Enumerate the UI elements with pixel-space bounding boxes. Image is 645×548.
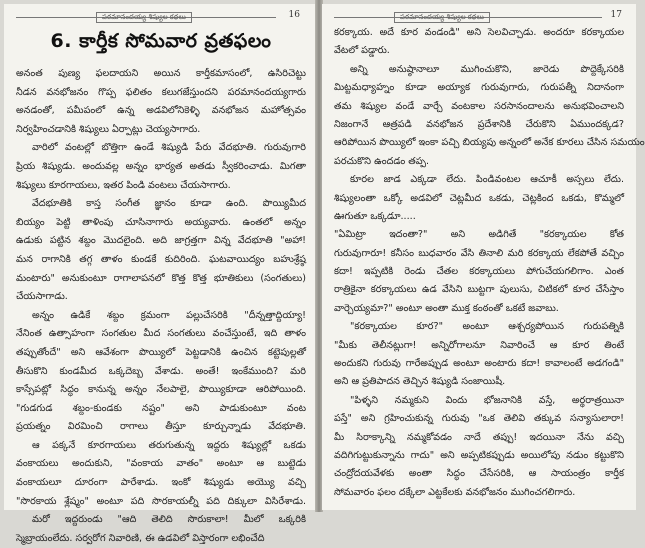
text-line: శిష్యులంతా ఒక్కో అడవిలో చెట్లమీద ఒకడు, చెట్లకింద ఒకడు, కొమ్మలో [334, 192, 624, 204]
running-head-label: పరమానందయ్య శిష్యుల కథలు [394, 12, 490, 23]
text-line: వదిగిగుట్టుకున్నాను గాదు" అని అప్పటికప్పుడు అయిలోపు నడుం కట్టుకొని [334, 449, 624, 461]
text-line: కూరల జాడ ఎక్కడా లేదు. పిండివంటల ఆచూకీ అస్సలు లేదు. [350, 174, 624, 186]
left-body-text [16, 65, 306, 548]
text-line: వంకాయలు అందుకుని, "వంకాయ వాతం" అంటూ ఆ బుట్టెడు [16, 458, 306, 470]
text-line: ఆరిపోయిన పొయ్యిలో ఇంకా పచ్చి బియ్యపు అన్నంలో అనేక కూరలు చేసిన సమయం [334, 137, 645, 149]
text-line: వేదభూతికి కాస్త సంగీత జ్ఞానం కూడా ఉంది. పొయ్యిమీద [32, 198, 306, 210]
text-line: వారిలో వంటల్లో బొత్తిగా ఉండే శిష్యుడి పేరు వేదభూతి. గురువుగారి [32, 142, 306, 154]
text-line: అని ఆ ప్రతిపాదన తెచ్చిన శిష్యుడి సంజాయిషీ. [334, 376, 506, 388]
text-line: అన్నం ఉడికే శబ్దం క్రమంగా పల్లుచేసరికి "దీన్నత్తాద్దియ్యా! [32, 309, 306, 321]
text-line: నిర్వహించడానికి శిష్యులు ఏర్పాట్లు చెయ్యసాగారు. [16, 123, 201, 135]
text-line: సోమవారం ఫలం దక్కేలా ఎట్టకేలకు వనభోజనం ముగించగలిగారు. [334, 486, 576, 498]
text-line: వంకాయలూ దూరంగా పారేశాడు. ఇంకో శిష్యుడు అయ్యొ వచ్చి [16, 477, 306, 489]
text-line: "ఏమిట్రా ఇదంతా?" అని అడిగితే "కరక్కాయల కోత [334, 229, 624, 241]
right-running-head [334, 10, 624, 24]
text-line: ఊగుతూ ఒక్కడూ..... [334, 210, 416, 222]
text-line: తమ శిష్యుల వండే వార్చే వంటకాల సరసానందాలను అనుభవించాలని [334, 100, 624, 112]
text-line: నీడన వనభోజనం గొప్ప ఫలితం కలుగజేస్తుందని పరమానందయ్యగారు [16, 86, 306, 98]
text-line: మంటారు" అనుకుంటూ రాగాలాపనలో కొత్త కొత్త భూతికులు (సంగతులు) [16, 272, 306, 284]
text-line: ప్రియ శిష్యుడు. అందువల్ల అన్నం భార్యత అతడు స్వీకరించాడు. మిగతా [16, 160, 306, 172]
left-page [4, 4, 316, 544]
text-line: వార్చెయ్యమా?" అంటూ అంతా ముక్త కంఠంతో ఒకటే జవాబు. [334, 302, 559, 314]
text-line: "సొరకాయ శ్లేష్మం" అంటూ పది సొరకాయల్నీ పది దిక్కులా విసిరేశాడు. [16, 495, 306, 507]
text-line: తప్పుతోందే" అని ఆవేశంగా పొయ్యిలో పెట్టడానికి ఉంచిన కట్టెపుల్లతో [16, 346, 306, 358]
page-number: 16 [288, 10, 300, 20]
text-line: పరచుకొని ఉందడం తప్ప. [334, 155, 430, 167]
text-line: "గుడగుడ శబ్దం-కుండకు నష్టం" అని పాడుకుంటూ వంట [16, 402, 306, 414]
text-line: పస్తే" అని గ్రహించుకున్న గురువు "ఒక తెలివి తక్కువ సన్యాసులారా! [334, 413, 624, 425]
text-line: ఉడుకు పట్టిన శబ్దం మొదలైంది. అది జాగ్రత్తగా విన్న వేదభూతి "అహా! [16, 235, 306, 247]
text-line: "కరక్కాయల కూర?" అంటూ ఆశ్చర్యపోయిన గురుపత్నికి [350, 321, 624, 333]
text-line: ఆ పక్కనే కూరగాయలు తరుగుతున్న ఇద్దరు శిష్యుల్లో ఒకడు [32, 439, 306, 451]
left-running-head [16, 10, 306, 24]
text-line: బియ్యం పెట్టి తాళింపు చూసినాగారు అయ్యవారు. ఉంతలో అన్నం [16, 216, 306, 228]
text-line: "మీకు తెలీనట్లుగా! అన్నిరోగాలనూ నివారించే ఆ కూర తింటే [334, 339, 624, 351]
page-number: 17 [610, 10, 622, 20]
text-line: స్మెబ్రాయంలేదు. సర్వరోగ నివారిణి, ఈ ఉడవిలో విస్తారంగా లభించేది [16, 532, 265, 544]
text-line: నేనింత ఉత్సాహంగా సంగతుల మీద సంగతులు వంచేస్తుంటే, ఇది తాళం [16, 328, 306, 340]
text-line: అందుకని గురువు గారేఅప్పుడ అంటూ అంటారు కదా! కావాలంటే అడగండి" [334, 358, 624, 370]
text-line: వేటలో పడ్డారు. [334, 45, 390, 57]
right-page [322, 4, 645, 510]
text-line: చంద్రోదయవేళకు అంతా సిద్ధం చేసేసరికి, ఆ సాయంత్రం కార్తీక [334, 468, 624, 480]
text-line: నిజంగానే ఆత్రపడి వనభోజన ప్రదేశానికి చేరుకొని ఏముందక్కడ? [334, 118, 624, 130]
text-line: మరో ఇద్దరుండు "ఆది తెలిది సొరుకాలా! మీలో ఒక్కరికి [32, 514, 306, 526]
text-line: శిష్యులు కూరగాయలు, ఇతర పిండి వంటలు చేయసాగారు. [16, 179, 231, 191]
text-line: కదా! ఇప్పటికి రెండు చేతల కరక్కాయలు పోగుచేయగలిగాం. ఎంత [334, 266, 624, 278]
text-line: కరక్కాయ. అదే కూర వండండి" అని సెలవిచ్చాడు. అందరూ కరక్కాయల [334, 27, 624, 38]
text-line: "పిళ్ళని నమ్మకుని విందు భోజనానికి వస్తే, అర్థరాత్రయినా [350, 394, 624, 406]
running-head-label: పరమానందయ్య శిష్యుల కథలు [96, 12, 192, 23]
text-line: ప్రయత్నం విరమించి రాగాలు తీస్తూ కూర్చున్నాడు వేదభూతి. [16, 421, 306, 433]
text-line: గురువుగారూ! కనీసం బుధవారం వేసి తినాలి మరి కరక్కాయ లేకపోతే వచ్చిం [334, 247, 624, 259]
text-line: రాత్రికైనా కరక్కాయలు ఉడ వేసిని బుట్టగా పులుసు, చిటికలో కూర చేసేస్తాం [334, 284, 624, 296]
right-body-text [334, 24, 645, 502]
text-line: అన్ని అనుష్ఠానాలూ ముగించుకొని, జారెడు పొద్దెక్కేసరికి [350, 63, 624, 75]
chapter-title: 6. కార్తీక సోమవార వ్రతఫలం [50, 30, 272, 52]
text-line: అనంత పుణ్య ఫలదాయని అయిన కార్తీకమాసంలో, ఉసిరిచెట్టు [16, 68, 306, 79]
text-line: మీ సిరాక్కాన్ని నమ్మకోవడం నాదే తప్పు! ఇదయినా నేను వచ్చి [334, 431, 624, 443]
text-line: అనడంతో, పమీపంలో ఉన్న అడవిలోనికెళ్ళి వనభోజన మహోత్సవం [16, 105, 306, 117]
text-line: కాస్సేపట్లో సిద్ధం కానున్న అన్నం నేలపాలై, పొయ్యికూడా ఆరిపోయింది. [16, 384, 306, 396]
text-line: మన రాగానికి తగ్గ తాళం కుండకే కుదిరింది. ఘటవాయిద్యం బహుశ్రేష్ఠ [16, 253, 306, 265]
text-line: చేయసాగాడు. [16, 291, 68, 303]
text-line: తీసుకొని కుండమీద ఒక్కదెబ్బ వేశాడు. అంతే! ఇంకేముంది? మరి [16, 365, 306, 377]
text-line: మిట్టమధ్యాహ్నం కూడా అయ్యాక గురువుగారు, గురుపత్నీ నిదానంగా [334, 82, 624, 94]
